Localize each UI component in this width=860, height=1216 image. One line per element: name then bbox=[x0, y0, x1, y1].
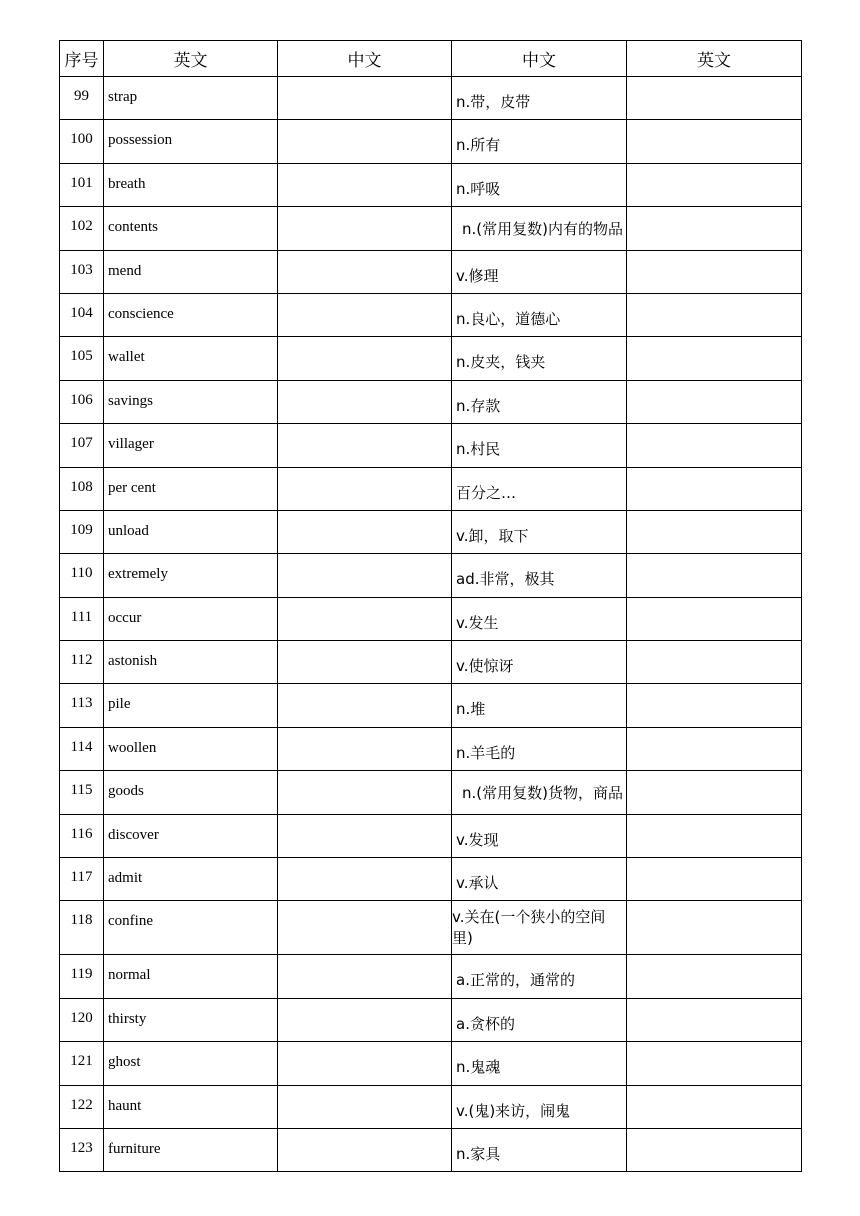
table-row bbox=[60, 380, 802, 423]
header-english: 英文 bbox=[104, 41, 278, 77]
chinese-meaning: n.羊毛的 bbox=[452, 727, 627, 770]
row-number: 120 bbox=[60, 998, 104, 1041]
english-word: normal bbox=[104, 955, 278, 998]
chinese-meaning: ad.非常，极其 bbox=[452, 554, 627, 597]
table-row bbox=[60, 77, 802, 120]
chinese-answer-blank bbox=[278, 510, 452, 553]
english-word: savings bbox=[104, 380, 278, 423]
chinese-answer-blank bbox=[278, 998, 452, 1041]
chinese-answer-blank bbox=[278, 380, 452, 423]
english-answer-blank bbox=[627, 337, 802, 380]
chinese-answer-blank bbox=[278, 467, 452, 510]
chinese-meaning: v.发现 bbox=[452, 814, 627, 857]
english-answer-blank bbox=[627, 380, 802, 423]
chinese-meaning: v.修理 bbox=[452, 250, 627, 293]
chinese-answer-blank bbox=[278, 597, 452, 640]
table-row bbox=[60, 337, 802, 380]
table-row bbox=[60, 955, 802, 998]
header-chinese-2: 中文 bbox=[452, 41, 627, 77]
chinese-answer-blank bbox=[278, 207, 452, 250]
chinese-answer-blank bbox=[278, 641, 452, 684]
english-word: furniture bbox=[104, 1128, 278, 1171]
chinese-answer-blank bbox=[278, 554, 452, 597]
row-number: 111 bbox=[60, 597, 104, 640]
english-answer-blank bbox=[627, 1085, 802, 1128]
table-row bbox=[60, 510, 802, 553]
english-word: occur bbox=[104, 597, 278, 640]
row-number: 105 bbox=[60, 337, 104, 380]
english-word: possession bbox=[104, 120, 278, 163]
english-word: haunt bbox=[104, 1085, 278, 1128]
chinese-answer-blank bbox=[278, 77, 452, 120]
english-answer-blank bbox=[627, 554, 802, 597]
chinese-answer-blank bbox=[278, 684, 452, 727]
english-word: villager bbox=[104, 424, 278, 467]
chinese-meaning: n.存款 bbox=[452, 380, 627, 423]
english-answer-blank bbox=[627, 77, 802, 120]
chinese-answer-blank bbox=[278, 250, 452, 293]
english-answer-blank bbox=[627, 814, 802, 857]
chinese-meaning: n.呼吸 bbox=[452, 163, 627, 206]
row-number: 123 bbox=[60, 1128, 104, 1171]
english-answer-blank bbox=[627, 771, 802, 814]
chinese-meaning: n.良心，道德心 bbox=[452, 293, 627, 336]
english-word: ghost bbox=[104, 1042, 278, 1085]
english-answer-blank bbox=[627, 641, 802, 684]
row-number: 108 bbox=[60, 467, 104, 510]
table-row bbox=[60, 814, 802, 857]
english-word: unload bbox=[104, 510, 278, 553]
chinese-answer-blank bbox=[278, 1128, 452, 1171]
row-number: 113 bbox=[60, 684, 104, 727]
english-answer-blank bbox=[627, 120, 802, 163]
table-row bbox=[60, 597, 802, 640]
chinese-meaning: a.正常的，通常的 bbox=[452, 955, 627, 998]
english-word: per cent bbox=[104, 467, 278, 510]
english-answer-blank bbox=[627, 510, 802, 553]
chinese-meaning: n.带，皮带 bbox=[452, 77, 627, 120]
table-row bbox=[60, 684, 802, 727]
english-answer-blank bbox=[627, 250, 802, 293]
table-row bbox=[60, 250, 802, 293]
row-number: 116 bbox=[60, 814, 104, 857]
english-word: astonish bbox=[104, 641, 278, 684]
row-number: 110 bbox=[60, 554, 104, 597]
english-answer-blank bbox=[627, 1042, 802, 1085]
table-row bbox=[60, 771, 802, 814]
header-number: 序号 bbox=[60, 41, 104, 77]
table-row bbox=[60, 901, 802, 955]
chinese-answer-blank bbox=[278, 901, 452, 955]
english-answer-blank bbox=[627, 901, 802, 955]
chinese-answer-blank bbox=[278, 727, 452, 770]
chinese-meaning: n.家具 bbox=[452, 1128, 627, 1171]
chinese-answer-blank bbox=[278, 955, 452, 998]
vocabulary-table bbox=[59, 40, 802, 1172]
row-number: 109 bbox=[60, 510, 104, 553]
chinese-answer-blank bbox=[278, 771, 452, 814]
chinese-meaning: 百分之… bbox=[452, 467, 627, 510]
chinese-meaning: v.关在(一个狭小的空间里) bbox=[452, 901, 627, 955]
english-answer-blank bbox=[627, 163, 802, 206]
chinese-meaning: a.贪杯的 bbox=[452, 998, 627, 1041]
row-number: 106 bbox=[60, 380, 104, 423]
row-number: 112 bbox=[60, 641, 104, 684]
chinese-answer-blank bbox=[278, 163, 452, 206]
english-answer-blank bbox=[627, 1128, 802, 1171]
chinese-answer-blank bbox=[278, 424, 452, 467]
chinese-meaning: v.承认 bbox=[452, 858, 627, 901]
row-number: 99 bbox=[60, 77, 104, 120]
table-row bbox=[60, 467, 802, 510]
row-number: 107 bbox=[60, 424, 104, 467]
row-number: 122 bbox=[60, 1085, 104, 1128]
row-number: 102 bbox=[60, 207, 104, 250]
english-answer-blank bbox=[627, 597, 802, 640]
english-answer-blank bbox=[627, 207, 802, 250]
table-row bbox=[60, 858, 802, 901]
table-row bbox=[60, 120, 802, 163]
chinese-meaning: n.皮夹，钱夹 bbox=[452, 337, 627, 380]
chinese-answer-blank bbox=[278, 337, 452, 380]
row-number: 117 bbox=[60, 858, 104, 901]
table-row bbox=[60, 1128, 802, 1171]
header-english-2: 英文 bbox=[627, 41, 802, 77]
row-number: 121 bbox=[60, 1042, 104, 1085]
english-word: conscience bbox=[104, 293, 278, 336]
table-row bbox=[60, 424, 802, 467]
row-number: 103 bbox=[60, 250, 104, 293]
chinese-answer-blank bbox=[278, 858, 452, 901]
table-row bbox=[60, 293, 802, 336]
chinese-answer-blank bbox=[278, 120, 452, 163]
table-row bbox=[60, 641, 802, 684]
row-number: 115 bbox=[60, 771, 104, 814]
row-number: 100 bbox=[60, 120, 104, 163]
row-number: 118 bbox=[60, 901, 104, 955]
chinese-meaning: n.鬼魂 bbox=[452, 1042, 627, 1085]
row-number: 104 bbox=[60, 293, 104, 336]
chinese-answer-blank bbox=[278, 814, 452, 857]
english-word: woollen bbox=[104, 727, 278, 770]
chinese-meaning: n.(常用复数)内有的物品 bbox=[452, 207, 627, 250]
english-word: wallet bbox=[104, 337, 278, 380]
row-number: 101 bbox=[60, 163, 104, 206]
english-word: admit bbox=[104, 858, 278, 901]
chinese-meaning: v.卸，取下 bbox=[452, 510, 627, 553]
english-answer-blank bbox=[627, 955, 802, 998]
english-word: extremely bbox=[104, 554, 278, 597]
chinese-meaning: v.使惊讶 bbox=[452, 641, 627, 684]
chinese-meaning: v.发生 bbox=[452, 597, 627, 640]
chinese-answer-blank bbox=[278, 293, 452, 336]
table-header-row bbox=[60, 41, 802, 77]
english-word: pile bbox=[104, 684, 278, 727]
chinese-answer-blank bbox=[278, 1085, 452, 1128]
english-answer-blank bbox=[627, 727, 802, 770]
table-body bbox=[60, 77, 802, 1172]
chinese-meaning: n.村民 bbox=[452, 424, 627, 467]
english-answer-blank bbox=[627, 998, 802, 1041]
row-number: 114 bbox=[60, 727, 104, 770]
header-chinese: 中文 bbox=[278, 41, 452, 77]
english-word: confine bbox=[104, 901, 278, 955]
chinese-meaning: n.堆 bbox=[452, 684, 627, 727]
table-row bbox=[60, 554, 802, 597]
english-word: mend bbox=[104, 250, 278, 293]
table-row bbox=[60, 1042, 802, 1085]
chinese-meaning: v.(鬼)来访，闹鬼 bbox=[452, 1085, 627, 1128]
english-answer-blank bbox=[627, 858, 802, 901]
chinese-answer-blank bbox=[278, 1042, 452, 1085]
table-row bbox=[60, 1085, 802, 1128]
table-row bbox=[60, 727, 802, 770]
table-row bbox=[60, 207, 802, 250]
table-row bbox=[60, 998, 802, 1041]
english-answer-blank bbox=[627, 684, 802, 727]
chinese-meaning: n.所有 bbox=[452, 120, 627, 163]
english-word: discover bbox=[104, 814, 278, 857]
table-row bbox=[60, 163, 802, 206]
english-word: breath bbox=[104, 163, 278, 206]
english-word: contents bbox=[104, 207, 278, 250]
english-word: strap bbox=[104, 77, 278, 120]
english-word: goods bbox=[104, 771, 278, 814]
english-answer-blank bbox=[627, 293, 802, 336]
chinese-meaning: n.(常用复数)货物，商品 bbox=[452, 771, 627, 814]
row-number: 119 bbox=[60, 955, 104, 998]
english-answer-blank bbox=[627, 424, 802, 467]
english-word: thirsty bbox=[104, 998, 278, 1041]
english-answer-blank bbox=[627, 467, 802, 510]
